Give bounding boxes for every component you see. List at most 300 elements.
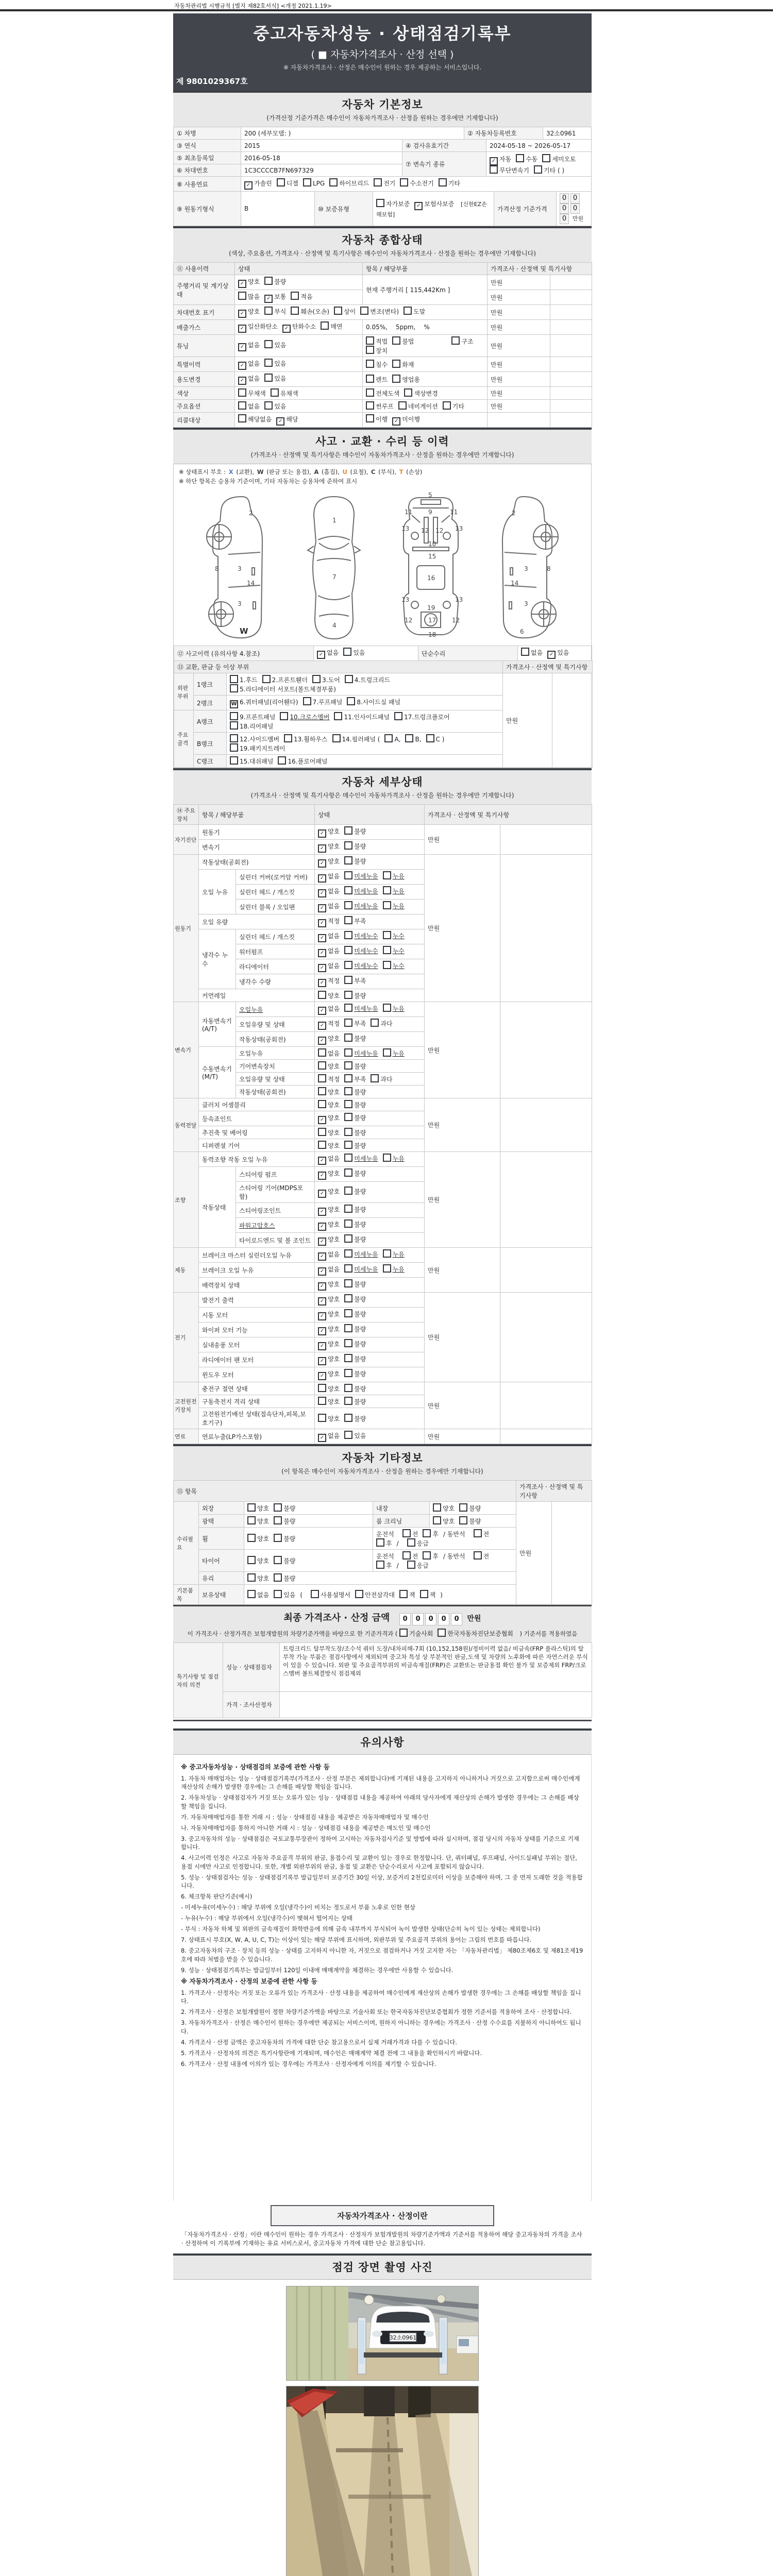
checkbox[interactable] — [383, 1154, 391, 1162]
inspector-role-label: 성능 · 상태점검자 — [223, 1643, 280, 1692]
checkbox[interactable] — [371, 1074, 379, 1082]
checkbox[interactable] — [344, 901, 352, 909]
checkbox[interactable]: ✓ — [318, 1297, 326, 1306]
checkbox[interactable] — [264, 307, 273, 315]
checkbox[interactable] — [366, 401, 374, 410]
checkbox-option: ✓ 없음 — [318, 902, 340, 912]
checkbox[interactable] — [344, 1294, 352, 1302]
checkbox-option: 8.사이드실 패널 — [347, 697, 400, 706]
table-row — [174, 1293, 592, 1308]
checkbox[interactable] — [344, 961, 352, 969]
price-cell: 만원 — [425, 1248, 500, 1293]
checkbox[interactable] — [344, 1154, 352, 1162]
checkbox[interactable] — [264, 374, 273, 382]
state-options — [315, 840, 425, 855]
checkbox[interactable] — [474, 1529, 482, 1537]
checkbox[interactable] — [344, 931, 352, 939]
checkbox-option: 양호 — [318, 991, 340, 1000]
damage-code-note: ※ 하단 항목은 승용차 기준이며, 기타 자동차는 승용차에 준하여 표시 — [179, 478, 358, 485]
checkbox[interactable] — [400, 178, 408, 187]
checkbox[interactable] — [474, 1551, 482, 1560]
checkbox[interactable] — [344, 1339, 352, 1347]
checkbox[interactable] — [344, 1168, 352, 1177]
checkbox[interactable] — [366, 346, 374, 354]
checkbox[interactable] — [247, 1556, 256, 1564]
checkbox[interactable] — [230, 743, 238, 752]
notice-subheading: ※ 자동차가격조사 · 산정의 보증에 관한 사항 등 — [181, 1977, 317, 1985]
inspector-role-label: 가격 · 조사산정자 — [223, 1692, 280, 1718]
item-cell — [363, 400, 488, 413]
checkbox[interactable] — [277, 178, 285, 187]
checkbox[interactable]: ✓ — [414, 202, 423, 210]
checkbox[interactable]: ✓ — [318, 1252, 326, 1261]
checkbox[interactable] — [238, 388, 246, 397]
registration-number-value: 32소0961 — [543, 127, 592, 140]
checkbox[interactable] — [392, 360, 400, 368]
checkbox[interactable] — [404, 307, 412, 315]
checkbox-option: 불량 — [344, 1414, 366, 1423]
overall-state-table — [173, 262, 592, 428]
item-label: 룸 크리닝 — [373, 1515, 430, 1528]
column-header: 항목 / 해당부품 — [363, 263, 488, 275]
checkbox[interactable] — [318, 1100, 326, 1108]
checkbox[interactable] — [344, 826, 352, 835]
table-row — [174, 357, 592, 372]
remark-cell — [500, 1293, 592, 1382]
checkbox[interactable]: ✓ — [276, 417, 284, 426]
checkbox[interactable]: ✓ — [318, 1342, 326, 1350]
checkbox[interactable] — [383, 961, 391, 969]
checkbox[interactable] — [438, 1629, 446, 1637]
car-diagram-underbody — [392, 493, 469, 642]
item-label: 휠 — [199, 1528, 244, 1550]
checkbox[interactable] — [407, 1538, 415, 1547]
checkbox[interactable] — [274, 1503, 282, 1512]
checkbox[interactable]: ✓ — [238, 310, 246, 318]
price-cell: 만원 — [488, 320, 550, 335]
checkbox[interactable] — [344, 1324, 352, 1332]
checkbox-option: 응급 — [407, 1538, 429, 1548]
checkbox[interactable] — [426, 734, 434, 742]
checkbox-option: ✓ 해당 — [276, 415, 298, 426]
checkbox[interactable] — [402, 1529, 411, 1537]
state-options — [315, 825, 425, 840]
item-label: 오일누유 — [236, 1047, 315, 1060]
checkbox[interactable] — [344, 1397, 352, 1405]
checkbox[interactable] — [402, 1551, 411, 1560]
checkbox[interactable] — [264, 401, 273, 410]
item-label: 실린더 블록 / 오일팬 — [236, 900, 315, 914]
checkbox[interactable] — [344, 1187, 352, 1195]
checkbox[interactable]: ✓ — [547, 651, 556, 659]
checkbox[interactable] — [278, 756, 286, 765]
item-label: 작동상태(공회전) — [236, 1032, 315, 1047]
checkbox[interactable] — [383, 946, 391, 954]
price-cell: 만원 — [425, 1429, 500, 1444]
checkbox[interactable] — [274, 1590, 282, 1598]
checkbox[interactable] — [344, 1219, 352, 1228]
checkbox[interactable] — [247, 1573, 256, 1582]
checkbox[interactable] — [405, 734, 413, 742]
checkbox[interactable] — [344, 1205, 352, 1213]
checkbox[interactable]: ✓ — [392, 417, 400, 426]
section-photos-header — [173, 2253, 592, 2280]
checkbox[interactable] — [318, 1397, 326, 1405]
checkbox[interactable] — [274, 1534, 282, 1542]
checkbox[interactable] — [238, 414, 246, 422]
checkbox[interactable]: ✓ — [318, 1327, 326, 1335]
checkbox[interactable] — [459, 1516, 467, 1524]
checkbox[interactable] — [303, 178, 311, 187]
checkbox[interactable]: ✓ — [318, 1022, 326, 1030]
checkbox[interactable] — [344, 1141, 352, 1149]
checkbox-option: ✓ 양호 — [238, 307, 260, 318]
item-label: 타이어 — [199, 1550, 244, 1572]
checkbox[interactable]: ✓ — [318, 889, 326, 897]
checkbox[interactable] — [329, 178, 338, 187]
checkbox[interactable] — [334, 307, 342, 315]
checkbox[interactable] — [366, 375, 374, 383]
checkbox[interactable] — [230, 734, 238, 742]
state-options — [235, 357, 363, 372]
checkbox[interactable] — [344, 841, 352, 850]
state-options — [315, 1337, 425, 1352]
checkbox[interactable] — [366, 336, 374, 345]
checkbox[interactable] — [230, 684, 238, 692]
checkbox[interactable] — [344, 856, 352, 865]
checkbox[interactable] — [247, 1534, 256, 1542]
checkbox[interactable] — [383, 886, 391, 894]
checkbox[interactable] — [344, 1414, 352, 1422]
checkbox[interactable] — [311, 1590, 319, 1598]
checkbox[interactable] — [318, 1061, 326, 1070]
checkbox[interactable] — [344, 1100, 352, 1108]
checkbox[interactable] — [230, 675, 238, 683]
checkbox[interactable] — [394, 712, 402, 720]
checkbox[interactable] — [264, 277, 273, 285]
table-row — [174, 387, 592, 400]
checkbox[interactable]: ✓ — [318, 1208, 326, 1216]
checkbox[interactable] — [291, 307, 299, 315]
checkbox[interactable] — [344, 946, 352, 954]
item-label: 배력장치 상태 — [199, 1278, 315, 1293]
checkbox[interactable] — [344, 1061, 352, 1070]
checkbox[interactable] — [451, 336, 460, 345]
checkbox-option: 16.플로어패널 — [278, 756, 327, 766]
checkbox[interactable] — [344, 976, 352, 984]
checkbox[interactable] — [262, 675, 271, 683]
checkbox-option: 미세누유 — [344, 901, 378, 910]
checkbox[interactable]: ✓ — [318, 964, 326, 972]
state-options — [235, 372, 363, 387]
checkbox-option: 불량 — [274, 1573, 295, 1583]
checkbox[interactable]: ✓ — [318, 979, 326, 987]
checkbox[interactable] — [459, 1503, 467, 1512]
checkbox[interactable]: ✓ — [318, 934, 326, 942]
checkbox[interactable]: W — [230, 700, 238, 708]
checkbox[interactable]: ✓ — [490, 157, 498, 165]
item-cell — [363, 413, 488, 428]
checkbox[interactable] — [344, 1369, 352, 1377]
checkbox-option: 네비게이션 — [398, 401, 438, 411]
checkbox[interactable] — [230, 721, 238, 730]
checkbox[interactable]: ✓ — [318, 949, 326, 957]
checkbox[interactable] — [344, 1128, 352, 1136]
checkbox-option: 구조 — [451, 336, 473, 346]
checkbox-option: 누유 — [383, 901, 405, 910]
checkbox[interactable] — [355, 1590, 363, 1598]
checkbox[interactable] — [420, 1590, 428, 1598]
state-options — [430, 1502, 516, 1515]
checkbox[interactable] — [264, 359, 273, 367]
table-row — [174, 1643, 592, 1692]
checkbox[interactable] — [344, 1279, 352, 1287]
checkbox[interactable] — [516, 154, 524, 162]
checkbox[interactable]: ✓ — [318, 1312, 326, 1320]
checkbox[interactable] — [274, 1556, 282, 1564]
checkbox[interactable] — [344, 1234, 352, 1243]
checkbox[interactable] — [318, 1384, 326, 1392]
checkbox[interactable] — [490, 165, 498, 174]
checkbox[interactable]: ✓ — [318, 859, 326, 868]
checkbox-option: ✓ 양호 — [318, 857, 340, 868]
checkbox[interactable] — [318, 1087, 326, 1095]
notice-line: 6. 가격조사 · 산정 내용에 이의가 있는 경우에는 가격조사 · 산정자에게 이의를 제기할 수 있습니다. — [181, 2060, 436, 2067]
item-label: 오일 유량 — [199, 914, 315, 929]
checkbox[interactable] — [423, 1551, 431, 1560]
checkbox[interactable]: ✓ — [318, 1037, 326, 1045]
checkbox[interactable] — [383, 1004, 391, 1012]
checkbox[interactable]: ✓ — [244, 181, 253, 190]
checkbox[interactable]: ✓ — [318, 1434, 326, 1442]
checkbox[interactable]: ✓ — [318, 829, 326, 838]
checkbox[interactable] — [344, 1264, 352, 1273]
checkbox[interactable]: ✓ — [318, 874, 326, 883]
checkbox[interactable] — [343, 648, 351, 656]
checkbox[interactable]: ✓ — [318, 919, 326, 927]
checkbox[interactable] — [383, 871, 391, 879]
state-options — [315, 1352, 425, 1367]
checkbox[interactable] — [344, 1019, 352, 1027]
checkbox[interactable] — [398, 401, 407, 410]
checkbox[interactable] — [392, 336, 400, 345]
checkbox-option: 불법 — [392, 336, 414, 346]
checkbox[interactable]: ✓ — [238, 280, 246, 288]
checkbox-option: 자가보증 — [376, 199, 410, 208]
checkbox[interactable]: ✓ — [318, 1267, 326, 1276]
field-label: ⑥ 차대번호 — [174, 164, 241, 177]
checkbox[interactable]: ✓ — [318, 1238, 326, 1246]
checkbox[interactable] — [321, 321, 329, 330]
checkbox[interactable] — [230, 712, 238, 720]
row-label: 차대번호 표기 — [174, 305, 235, 320]
checkbox[interactable] — [318, 1141, 326, 1149]
checkbox[interactable] — [318, 1048, 326, 1057]
checkbox[interactable] — [345, 675, 353, 683]
checkbox[interactable] — [399, 1629, 408, 1637]
checkbox[interactable] — [318, 1128, 326, 1136]
checkbox[interactable]: ✓ — [318, 1116, 326, 1124]
checkbox[interactable] — [423, 1529, 431, 1537]
item-label: 발전기 출력 — [199, 1293, 315, 1308]
checkbox[interactable] — [344, 1033, 352, 1042]
checkbox[interactable] — [280, 712, 288, 720]
checkbox[interactable]: ✓ — [318, 1007, 326, 1015]
checkbox[interactable] — [360, 307, 368, 315]
checkbox[interactable] — [344, 991, 352, 999]
checkbox[interactable]: ✓ — [318, 1157, 326, 1165]
checkbox[interactable] — [366, 360, 374, 368]
checkbox[interactable] — [347, 697, 355, 705]
checkbox[interactable]: ✓ — [317, 651, 325, 659]
checkbox[interactable] — [344, 871, 352, 879]
checkbox[interactable] — [433, 1503, 441, 1512]
checkbox[interactable] — [407, 1561, 415, 1569]
notice-line: - 부식 : 자동차 하체 및 외판의 금속재질이 화학반응에 의해 금속 내부까지 부식되어 녹이 발생한 상태(단순히 녹이 있는 상태는 제외합니다) — [181, 1925, 541, 1933]
field-label: ① 차명 — [174, 127, 241, 140]
item-label: 오일누유 — [236, 1002, 315, 1017]
checkbox[interactable]: ✓ — [318, 1372, 326, 1380]
checkbox-option: 14.필러패널 ( — [332, 734, 380, 743]
item-label: 오일유량 및 상태 — [236, 1073, 315, 1086]
checkbox-option: 기타 — [439, 178, 460, 188]
checkbox[interactable] — [344, 1249, 352, 1258]
panel-items — [227, 696, 503, 710]
damage-code-desc: (요철), — [350, 468, 368, 476]
checkbox[interactable] — [238, 292, 246, 300]
device-group-label: 연료 — [174, 1429, 199, 1444]
checkbox[interactable]: ✓ — [238, 325, 246, 333]
checkbox[interactable] — [291, 292, 299, 300]
checkbox[interactable] — [384, 734, 393, 742]
static-text: 운전석 — [376, 1531, 394, 1538]
checkbox[interactable] — [376, 1538, 384, 1547]
checkbox[interactable] — [264, 340, 273, 348]
checkbox[interactable] — [392, 375, 400, 383]
checkbox[interactable] — [443, 401, 451, 410]
checkbox[interactable] — [534, 165, 542, 174]
checkbox[interactable] — [303, 697, 311, 705]
checkbox[interactable]: ✓ — [318, 904, 326, 912]
checkbox[interactable]: ✓ — [318, 1172, 326, 1180]
notice-line: 1. 가격조사 · 산정자는 거짓 또는 오류가 있는 가격조사 · 산정 내용을 제공하여 매수인에게 재산상의 손해가 발생한 경우에는 그 손해를 배상할 책임을 집니다. — [181, 1989, 581, 2005]
checkbox[interactable] — [334, 712, 342, 720]
checkbox[interactable] — [376, 1561, 384, 1569]
checkbox[interactable] — [344, 1354, 352, 1362]
transmission-options — [486, 152, 592, 177]
panel-items — [227, 673, 503, 696]
checkbox[interactable] — [247, 1516, 256, 1524]
checkbox[interactable] — [332, 734, 341, 742]
price-cell: 만원 — [488, 275, 550, 290]
checkbox[interactable] — [318, 1414, 326, 1422]
checkbox-option: 장치 — [366, 346, 388, 355]
checkbox[interactable] — [521, 648, 529, 656]
checkbox[interactable] — [344, 916, 352, 924]
checkbox[interactable] — [247, 1503, 256, 1512]
checkbox[interactable] — [344, 1113, 352, 1121]
checkbox[interactable] — [344, 1384, 352, 1392]
checkbox[interactable] — [344, 1087, 352, 1095]
svg-text:7: 7 — [332, 573, 337, 581]
panel-items — [227, 755, 503, 768]
checkbox[interactable] — [383, 1264, 391, 1273]
checkbox[interactable] — [318, 991, 326, 999]
checkbox[interactable]: ✓ — [318, 1223, 326, 1231]
damage-code-desc: (흠집), — [322, 468, 340, 476]
checkbox[interactable] — [284, 734, 292, 742]
checkbox[interactable] — [371, 1019, 379, 1027]
checkbox-option: 양호 — [318, 1100, 340, 1109]
checkbox[interactable]: ✓ — [238, 377, 246, 385]
checkbox[interactable] — [238, 401, 246, 410]
checkbox[interactable] — [344, 1074, 352, 1082]
checkbox[interactable] — [312, 675, 321, 683]
table-row — [174, 1098, 592, 1111]
checkbox[interactable] — [344, 1004, 352, 1012]
checkbox-option: 불량 — [344, 856, 366, 866]
checkbox-option: 미세누유 — [344, 1004, 378, 1013]
checkbox-option: 불량 — [344, 1061, 366, 1071]
checkbox[interactable]: ✓ — [318, 844, 326, 853]
checkbox[interactable] — [383, 901, 391, 909]
checkbox[interactable] — [439, 178, 447, 187]
checkbox[interactable] — [383, 1048, 391, 1057]
checkbox[interactable] — [230, 756, 238, 765]
svg-text:13: 13 — [401, 596, 410, 603]
checkbox[interactable] — [344, 886, 352, 894]
remark-cell — [550, 275, 592, 290]
checkbox[interactable] — [344, 1309, 352, 1317]
checkbox[interactable] — [433, 1516, 441, 1524]
checkbox[interactable] — [383, 931, 391, 939]
checkbox[interactable] — [344, 1431, 352, 1439]
checkbox[interactable] — [542, 154, 550, 162]
checkbox[interactable]: ✓ — [264, 295, 273, 303]
notice-line: 6. 체크항목 판단기준(예시) — [181, 1893, 253, 1900]
checkbox[interactable] — [271, 388, 279, 397]
checkbox[interactable] — [274, 1516, 282, 1524]
state-options — [315, 1429, 425, 1444]
checkbox[interactable] — [383, 1249, 391, 1258]
checkbox[interactable]: ✓ — [238, 343, 246, 351]
state-options — [315, 900, 425, 914]
final-price-band — [173, 1605, 592, 1643]
checkbox[interactable] — [274, 1573, 282, 1582]
car-damage-diagrams — [174, 487, 591, 646]
checkbox-option: ✓ 양호 — [318, 1113, 340, 1124]
checkbox[interactable] — [366, 388, 374, 397]
checkbox[interactable]: ✓ — [318, 1282, 326, 1291]
checkbox[interactable] — [399, 1590, 408, 1598]
checkbox-option: 무단변속기 — [490, 165, 529, 175]
checkbox[interactable] — [247, 1590, 256, 1598]
checkbox[interactable] — [376, 199, 384, 207]
checkbox[interactable] — [366, 414, 374, 422]
checkbox[interactable]: ✓ — [282, 325, 291, 333]
checkbox[interactable]: ✓ — [238, 362, 246, 370]
price-digit: 0 — [425, 1613, 436, 1625]
checkbox[interactable]: ✓ — [318, 1190, 326, 1198]
item-label: 라디에이터 — [236, 959, 315, 974]
column-header: ⑪ 사용이력 — [174, 263, 235, 275]
checkbox[interactable] — [344, 1048, 352, 1057]
checkbox[interactable] — [404, 388, 412, 397]
checkbox[interactable] — [374, 178, 382, 187]
checkbox-option: 있음 — [274, 1590, 295, 1599]
checkbox[interactable] — [318, 1074, 326, 1082]
checkbox[interactable]: ✓ — [318, 1357, 326, 1365]
